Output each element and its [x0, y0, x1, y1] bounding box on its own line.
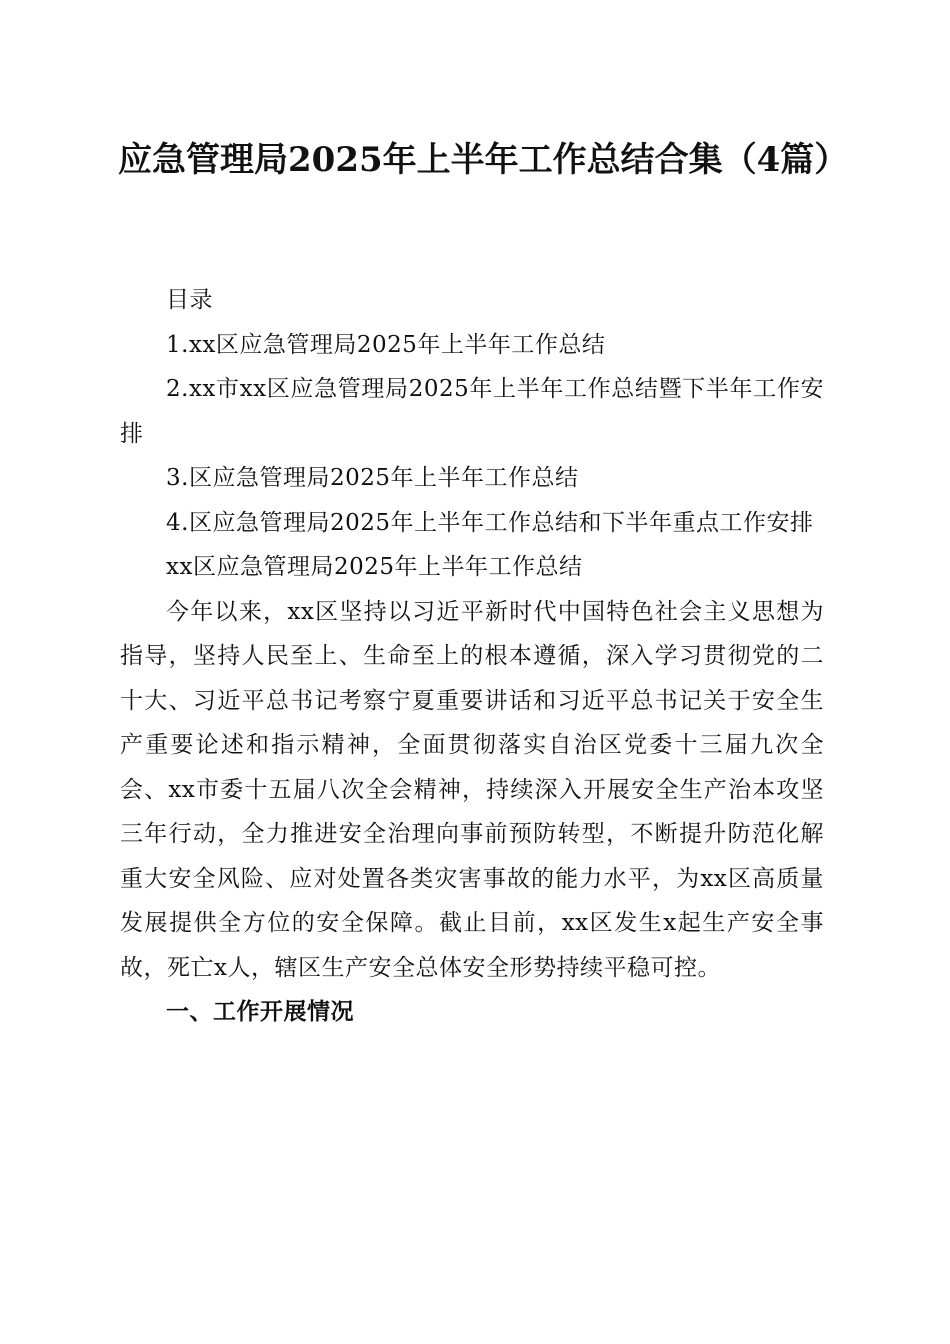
toc-item-2: 2.xx市xx区应急管理局2025年上半年工作总结暨下半年工作安排 — [120, 376, 824, 447]
document-body — [120, 278, 824, 1035]
document-title: 应急管理局2025年上半年工作总结合集（4篇） — [118, 140, 849, 180]
heading-work-progress: 一、工作开展情况 — [166, 999, 354, 1025]
toc-item-4: 4.区应急管理局2025年上半年工作总结和下半年重点工作安排 — [166, 509, 814, 536]
intro-paragraph: 今年以来，xx区坚持以习近平新时代中国特色社会主义思想为指导，坚持人民至上、生命至上的根本遵循，深入学习贯彻党的二十大、习近平总书记考察宁夏重要讲话和习近平总书记关于安全生产重要论述和指示精神，全面贯彻落实自治区党委十三届九次全会、xx市委十五届八次全会精神，持续深入开展安全生产治本攻坚三年行动，全力推进安全治理向事前预防转型，不断提升防范化解重大安全风险、应对处置各类灾害事故的能力水平，为xx区高质量发展提供全方位的安全保障。截止目前，xx区发生x起生产安全事故，死亡x人，辖区生产安全总体安全形势持续平稳可控。 — [120, 598, 824, 981]
toc-item-3: 3.区应急管理局2025年上半年工作总结 — [166, 465, 579, 491]
section-title: xx区应急管理局2025年上半年工作总结 — [166, 554, 583, 580]
toc-label: 目录 — [166, 287, 213, 313]
toc-item-1: 1.xx区应急管理局2025年上半年工作总结 — [166, 331, 606, 358]
